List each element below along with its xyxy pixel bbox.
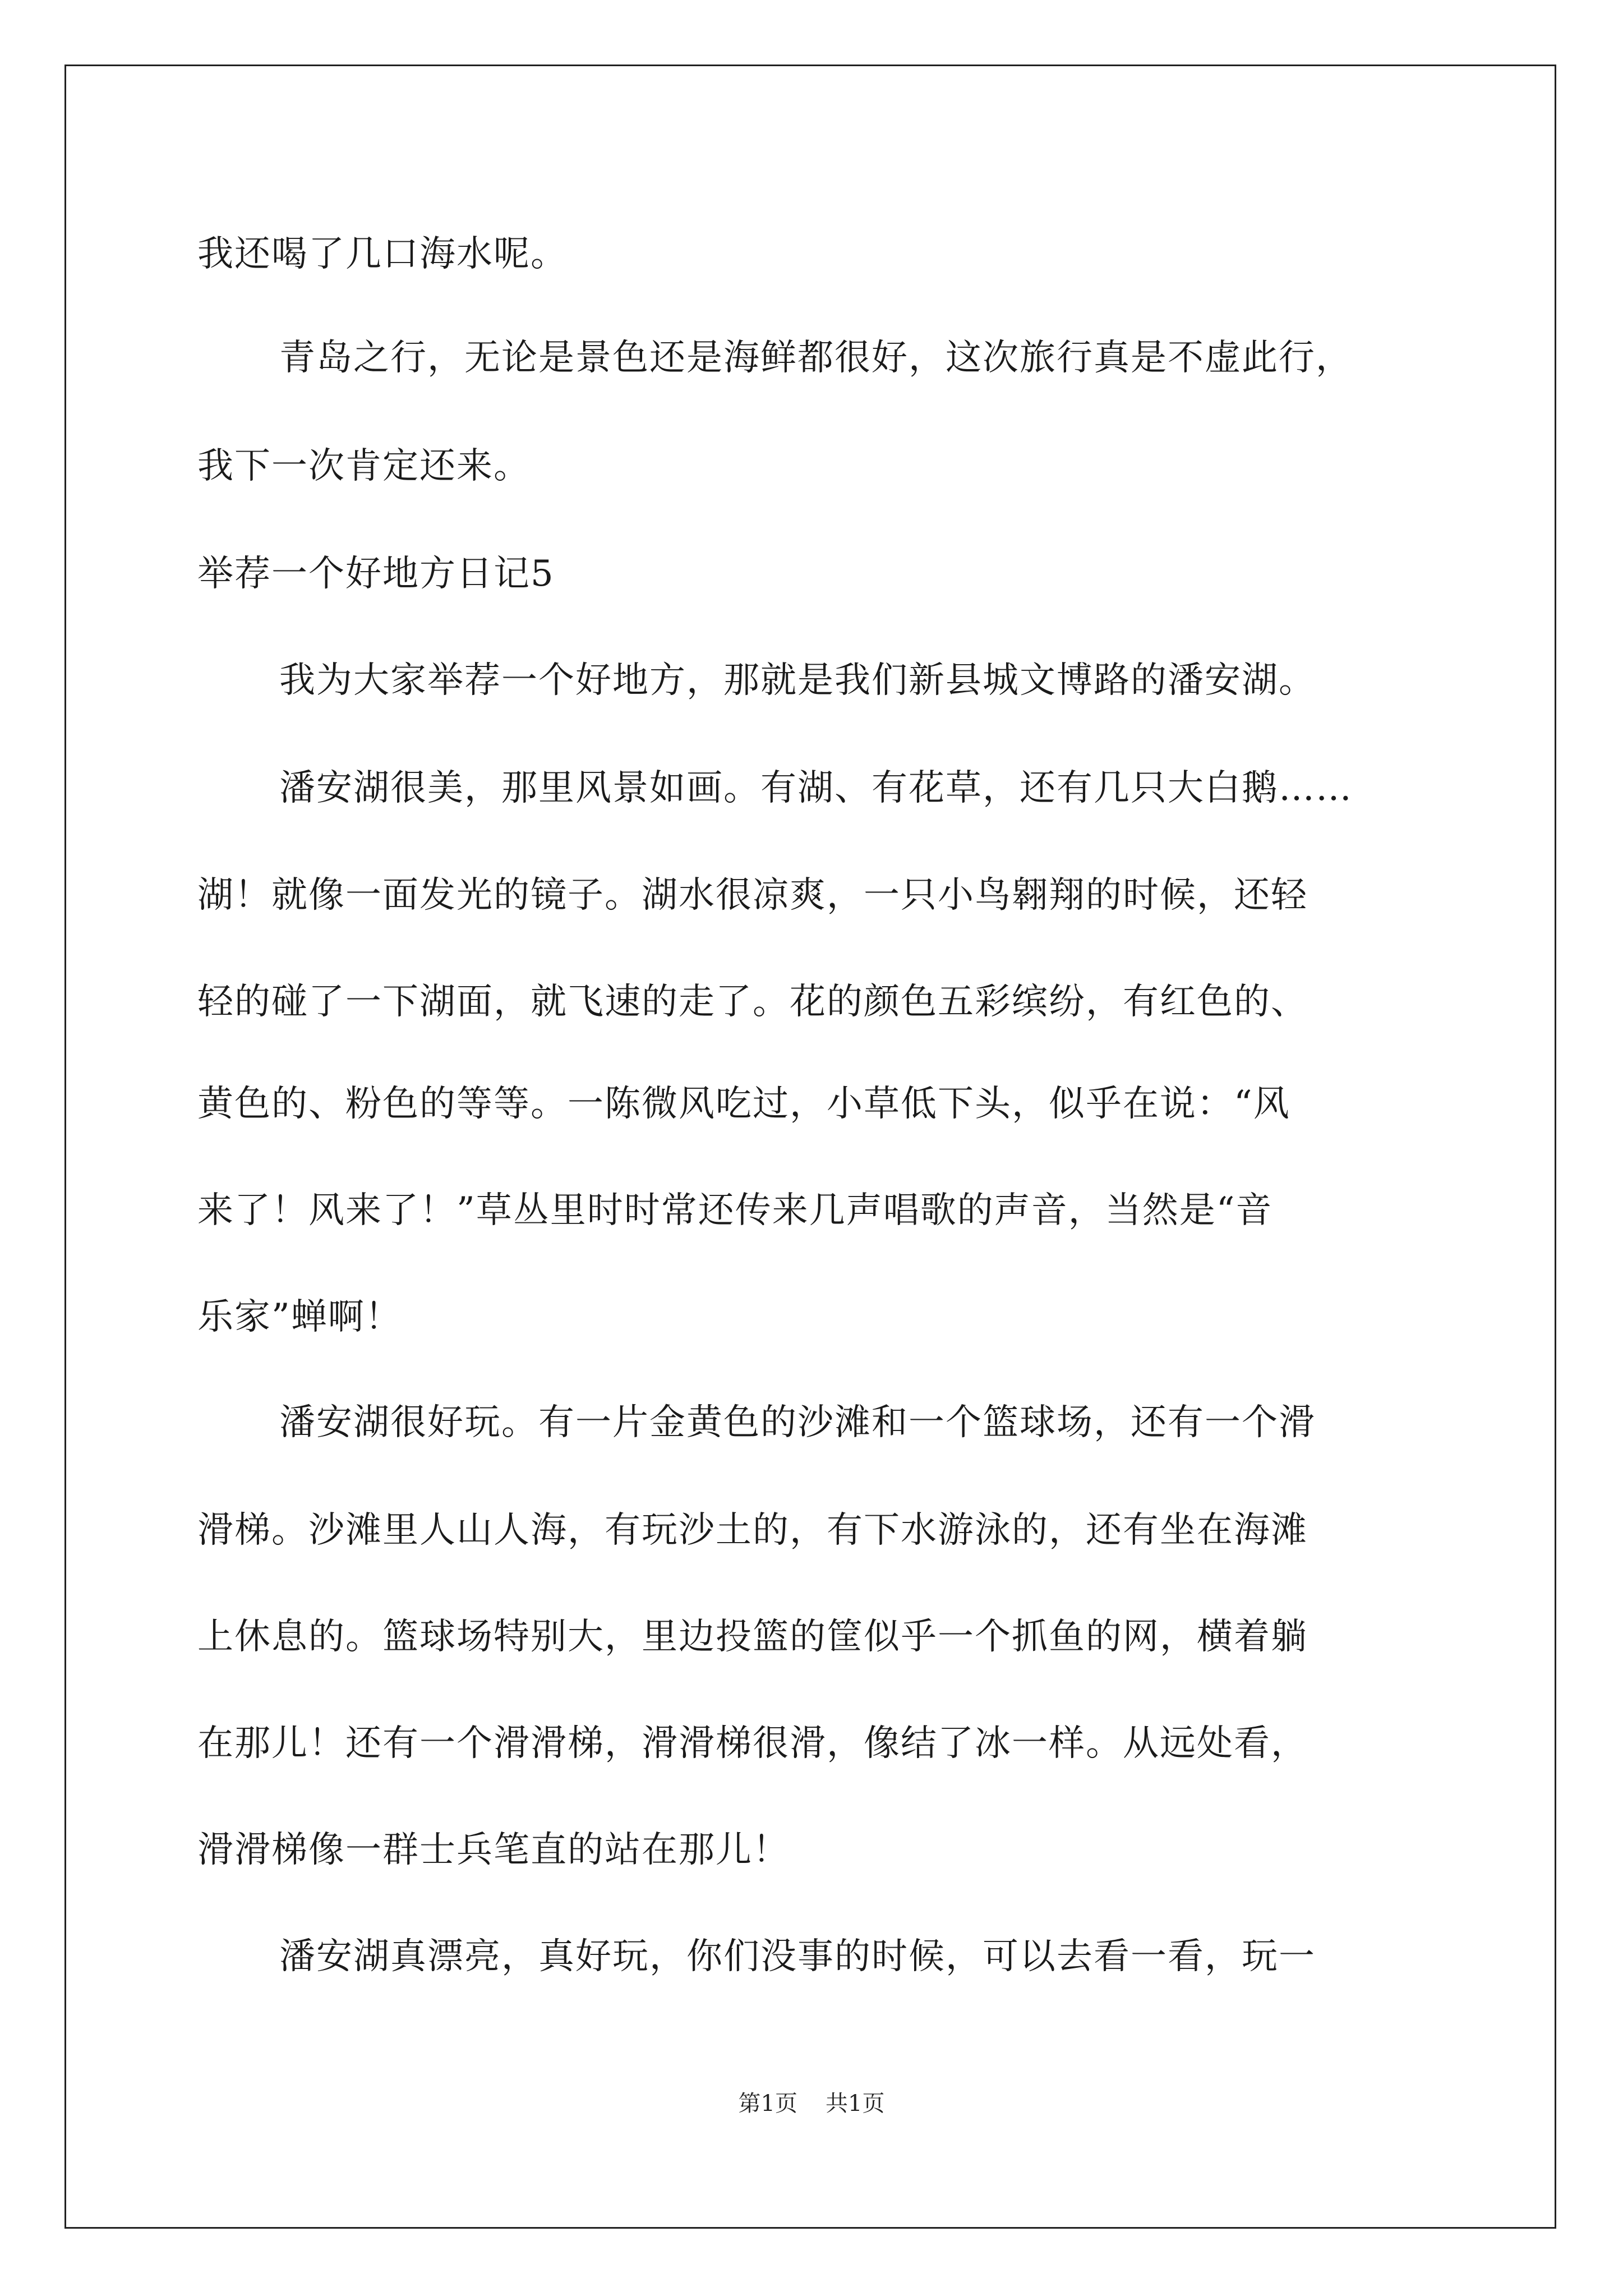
body-line-14: 上休息的。篮球场特别大，里边投篮的筐似乎一个抓鱼的网，横着躺: [197, 1616, 1308, 1658]
body-line-3: 我下一次肯定还来。: [197, 445, 531, 487]
body-line-16: 滑滑梯像一群士兵笔直的站在那儿！: [197, 1829, 790, 1871]
page-number-total: 共1页: [826, 2091, 885, 2116]
body-line-15: 在那儿！还有一个滑滑梯，滑滑梯很滑，像结了冰一样。从远处看，: [197, 1723, 1308, 1764]
body-line-6: 潘安湖很美，那里风景如画。有湖、有花草，还有几只大白鹅……: [279, 767, 1353, 809]
body-line-9: 黄色的、粉色的等等。一陈微风吃过，小草低下头，似乎在说：“风: [197, 1083, 1290, 1125]
body-line-1: 我还喝了几口海水呢。: [197, 233, 568, 275]
body-line-5: 我为大家举荐一个好地方，那就是我们新县城文博路的潘安湖。: [279, 660, 1316, 701]
body-line-13: 滑梯。沙滩里人山人海，有玩沙土的，有下水游泳的，还有坐在海滩: [197, 1510, 1308, 1551]
body-line-11: 乐家”蝉啊！: [197, 1296, 402, 1338]
body-line-7: 湖！就像一面发光的镜子。湖水很凉爽，一只小鸟翱翔的时候，还轻: [197, 875, 1308, 916]
section-heading: 举荐一个好地方日记5: [197, 553, 555, 595]
body-line-10: 来了！风来了！”草丛里时时常还传来几声唱歌的声音，当然是“音: [197, 1190, 1273, 1231]
page-footer: [0, 2087, 1623, 2120]
body-line-2: 青岛之行，无论是景色还是海鲜都很好，这次旅行真是不虚此行，: [279, 337, 1353, 379]
body-line-8: 轻的碰了一下湖面，就飞速的走了。花的颜色五彩缤纷，有红色的、: [197, 981, 1308, 1023]
body-line-12: 潘安湖很好玩。有一片金黄色的沙滩和一个篮球场，还有一个滑: [279, 1402, 1316, 1443]
page-frame: [64, 65, 1556, 2229]
page-number-current: 第1页: [738, 2091, 797, 2116]
body-line-17: 潘安湖真漂亮，真好玩，你们没事的时候，可以去看一看，玩一: [279, 1936, 1316, 1977]
